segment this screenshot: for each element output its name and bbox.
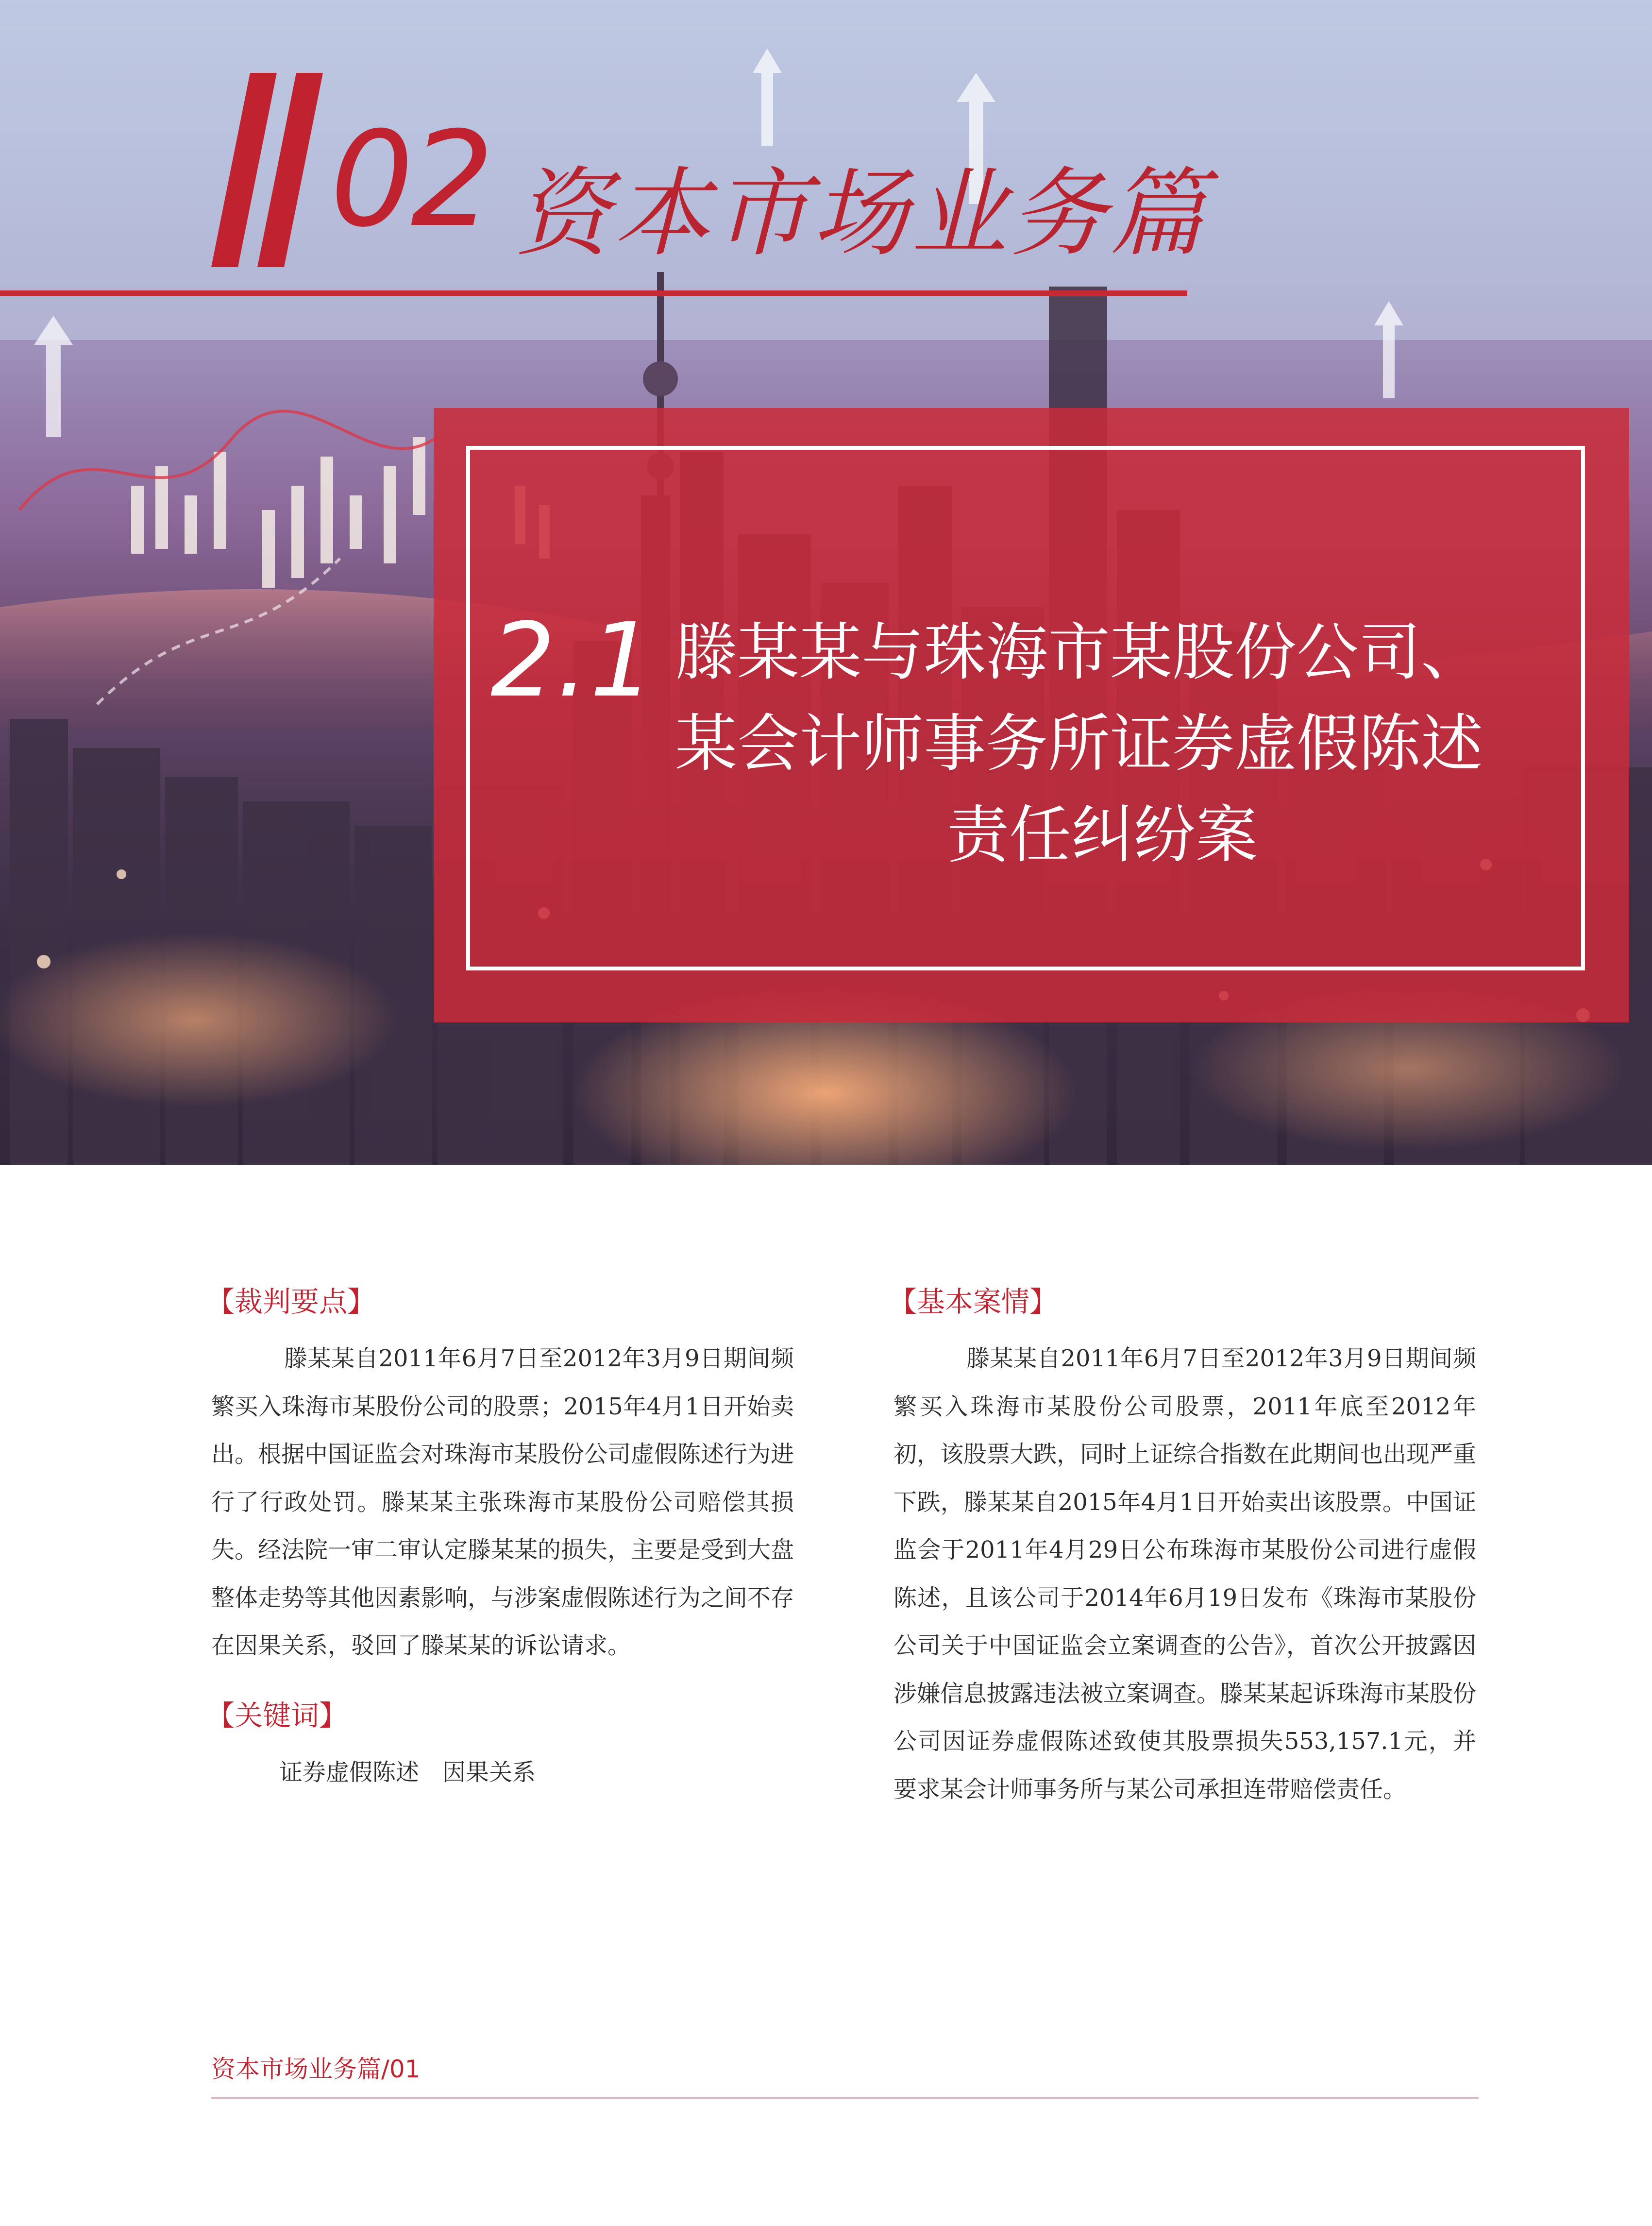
section-header — [204, 58, 1224, 272]
keywords-heading: 【关键词】 — [206, 1699, 348, 1732]
footer-rule — [211, 2097, 1479, 2099]
footer-page-label: 资本市场业务篇/01 — [211, 2055, 421, 2083]
case-number: 2.1 — [490, 601, 656, 720]
basic-facts-heading: 【基本案情】 — [889, 1285, 1058, 1318]
case-title-line-1: 滕某某与珠海市某股份公司、 — [675, 616, 1483, 689]
judgment-points-text: 滕某某自2011年6月7日至2012年3月9日期间频繁买入珠海市某股份公司的股票；2015年4月1日开始卖出。根据中国证监会对珠海市某股份公司虚假陈述行为进行了行政处罚。滕某某主张珠海市某股份公司赔偿其损失。经法院一审二审认定滕某某的损失，主要是受到大盘整体走势等其他因素影响，与涉案虚假陈述行为之间不存在因果关系，驳回了滕某某的诉讼请求。 — [211, 1345, 794, 1659]
case-title-line-2: 某会计师事务所证券虚假陈述 — [675, 708, 1483, 780]
right-column — [889, 1282, 1477, 1813]
case-title — [675, 607, 1530, 918]
double-slash-icon — [204, 58, 330, 272]
case-title-line-3: 责任纠纷案 — [946, 799, 1258, 871]
section-title: 资本市场业务篇 — [515, 157, 1208, 270]
header-rule — [0, 290, 1187, 296]
left-column — [206, 1282, 794, 1796]
section-number: 02 — [330, 103, 491, 256]
judgment-points-heading: 【裁判要点】 — [206, 1285, 376, 1318]
keywords-text: 证券虚假陈述 因果关系 — [279, 1758, 536, 1786]
basic-facts-text: 滕某某自2011年6月7日至2012年3月9日期间频繁买入珠海市某股份公司股票，2011年底至2012年初，该股票大跌，同时上证综合指数在此期间也出现严重下跌，滕某某自2015年4月1日开始卖出该股票。中国证监会于2011年4月29日公布珠海市某股份公司进行虚假陈述，且该公司于2014年6月19日发布《珠海市某股份公司关于中国证监会立案调查的公告》，首次公开披露因涉嫌信息披露违法被立案调查。滕某某起诉珠海市某股份公司因证券虚假陈述致使其股票损失553,157.1元，并要求某会计师事务所与某公司承担连带赔偿责任。 — [893, 1345, 1477, 1803]
